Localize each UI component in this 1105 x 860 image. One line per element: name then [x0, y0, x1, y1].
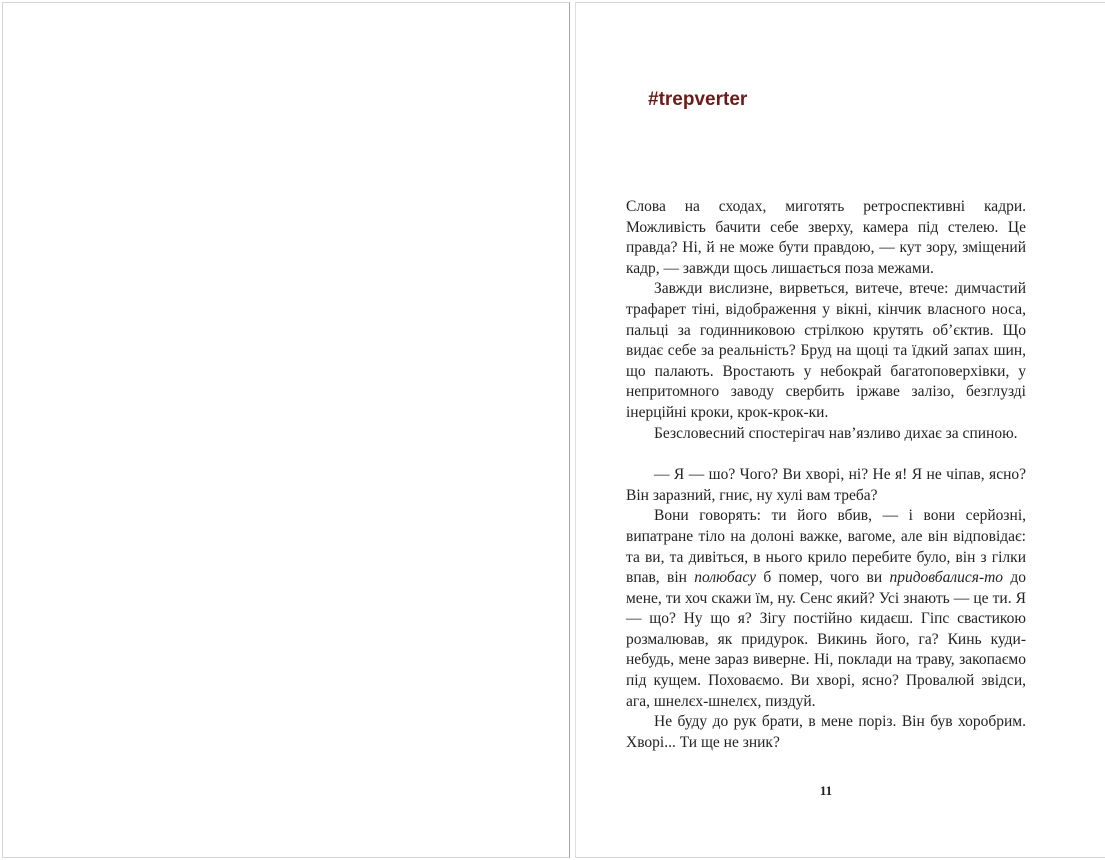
paragraph	[626, 465, 1026, 506]
text-run: до мене, ти хоч скажи їм, ну. Сенс який? Усі знають — це ти. Я — що? Ну що я? Зігу постійно кидаєш. Гіпс свастикою розмалював, як придурок. Викинь його, га? Кинь куди-небудь, мене зараз виверне. Ні, поклади на траву, закопаємо під кущем. Поховаємо. Ви хворі, ясно? Провалюй звідси, ага, шнелєх-шнелєх, пиздуй.	[626, 569, 1026, 710]
text-run: Вони говорять: ти його вбив, — і вони серйозні, випатране тіло на долоні важке, вагоме, але він відповідає: та ви, та дивіться, в нього крило перебите було, він з гілки впав, він	[626, 507, 1026, 587]
text-run: Завжди вислизне, вирветься, витече, втече: димчастий трафарет тіні, відображення у вікні, кінчик власного носа, пальці за годинниковою стрілкою крутять об’єктив. Що видає себе за реальність? Бруд на щоці та їдкий запах шин, що палають. Вростають у небокрай багатоповерхівки, у непритомного заводу свербить іржаве залізо, безглузді інерційні кроки, крок-крок-ки.	[626, 280, 1026, 421]
text-run: Слова на сходах, миготять ретроспективні кадри. Можливість бачити себе зверху, камера під стелею. Це правда? Ні, й не може бути правдою, — кут зору, зміщений кадр, — завжди щось лишається поза межами.	[626, 198, 1026, 277]
paragraph	[626, 279, 1026, 423]
body-text	[626, 197, 1026, 753]
page-number: 11	[819, 783, 833, 798]
text-run: б помер, чого ви	[756, 569, 890, 587]
page-right	[575, 2, 1105, 858]
page-content	[576, 3, 1105, 753]
text-run: Безсловесний спостерігач нав’язливо дихає за спиною.	[654, 424, 1018, 442]
paragraph	[626, 424, 1026, 445]
paragraph	[626, 506, 1026, 712]
paragraph	[626, 712, 1026, 753]
page-left-blank	[2, 2, 570, 858]
italic-text-run: придовбалися-то	[889, 569, 1004, 587]
text-run: — Я — шо? Чого? Ви хворі, ні? Не я! Я не чіпав, ясно? Він заразний, гниє, ну хулі вам треба?	[626, 466, 1026, 504]
paragraph	[626, 197, 1026, 279]
text-run: Не буду до рук брати, в мене поріз. Він був хоробрим. Хворі... Ти ще не зник?	[626, 713, 1026, 751]
italic-text-run: полюбасу	[694, 569, 757, 587]
chapter-title: #trepverter	[648, 89, 748, 110]
